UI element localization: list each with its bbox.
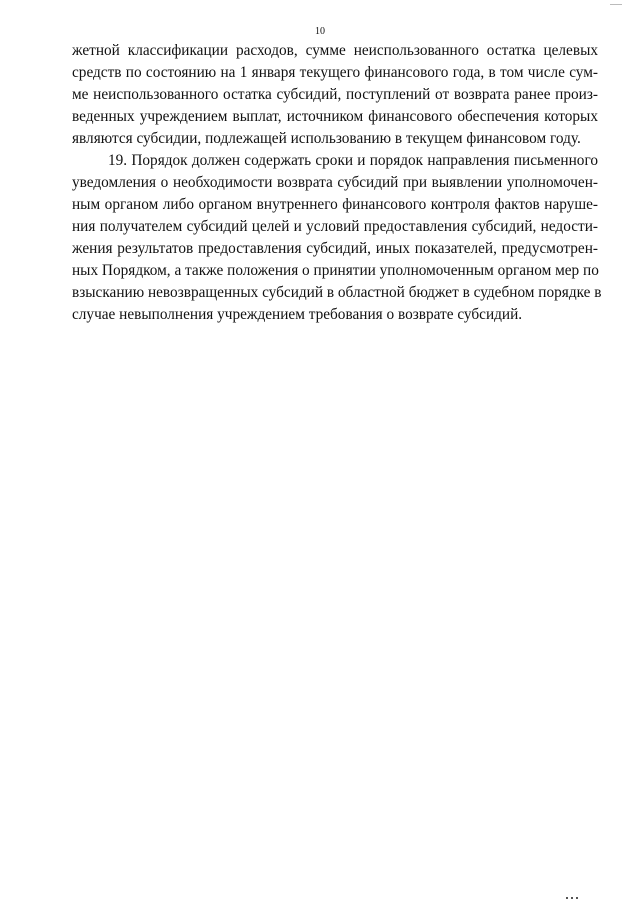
text-line: ным органом либо органом внутреннего финансового контроля фактов наруше- xyxy=(72,196,598,213)
text-line: взысканию невозвращенных субсидий в областной бюджет в судебном порядке в xyxy=(72,284,602,301)
text-line: жения результатов предоставления субсидий, иных показателей, предусмотрен- xyxy=(72,240,598,257)
text-line: средств по состоянию на 1 января текущего финансового года, в том числе сум- xyxy=(72,64,598,81)
corner-scan-mark xyxy=(610,0,622,5)
text-line: 19. Порядок должен содержать сроки и порядок направления письменного xyxy=(108,152,598,169)
text-line: ме неиспользованного остатка субсидий, поступлений от возврата ранее произ- xyxy=(72,86,598,103)
footer-scan-mark xyxy=(566,886,586,890)
text-line: являются субсидии, подлежащей использованию в текущем финансовом году. xyxy=(72,130,581,147)
page-number: 10 xyxy=(315,26,325,37)
text-line: веденных учреждением выплат, источником финансового обеспечения которых xyxy=(72,108,598,125)
text-line: ния получателем субсидий целей и условий предоставления субсидий, недости- xyxy=(72,218,598,235)
text-line: случае невыполнения учреждением требования о возврате субсидий. xyxy=(72,306,523,323)
text-line: ных Порядком, а также положения о принятии уполномоченным органом мер по xyxy=(72,262,599,279)
text-line: жетной классификации расходов, сумме неиспользованного остатка целевых xyxy=(72,42,598,59)
text-line: уведомления о необходимости возврата субсидий при выявлении уполномочен- xyxy=(72,174,598,191)
